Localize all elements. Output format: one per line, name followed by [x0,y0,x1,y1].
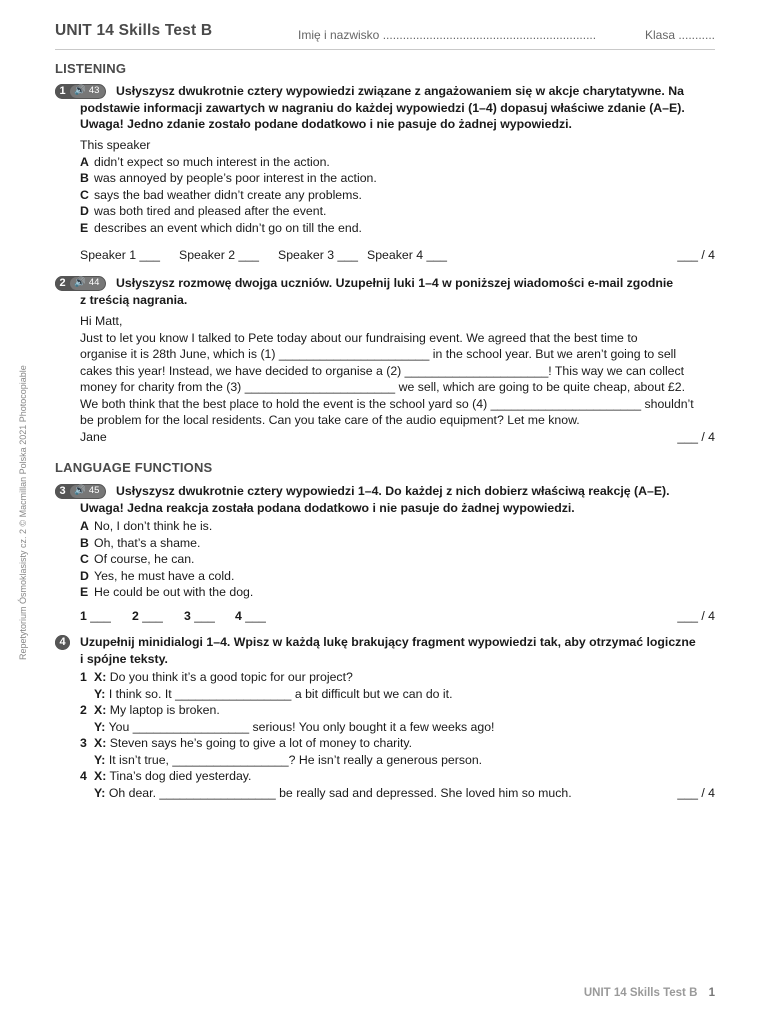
answer-speaker-2[interactable]: Speaker 2 ___ [179,248,259,262]
option-c: C says the bad weather didn’t create any problems. [80,187,362,202]
track-number: 44 [88,277,100,289]
option-e: E He could be out with the dog. [80,585,254,599]
answer-speaker-1[interactable]: Speaker 1 ___ [80,248,160,262]
audio-track[interactable] [70,277,105,290]
email-line: be problem for the local residents. Can you take care of the audio equipment? Let me know. [80,413,580,427]
email-line: We both think that the best place to hold the event is the school yard so (4) ______________________ shouldn’t [80,396,694,411]
answer-4[interactable]: 4 ___ [235,609,266,623]
audio-track[interactable] [70,485,105,498]
option-c: C Of course, he can. [80,552,195,566]
audio-track[interactable] [70,85,105,98]
task-2-instruction-cont [80,292,715,309]
test-title: UNIT 14 Skills Test B [55,22,213,39]
instruction-line: Uwaga! Jedno zdanie zostało podane dodatkowo i nie pasuje do żadnej wypowiedzi. [80,117,572,131]
task-number: 3 [55,484,70,499]
option-d: D was both tired and pleased after the event. [80,204,327,218]
task-3-score: ___ / 4 [677,609,715,623]
track-number: 45 [88,485,100,497]
instruction-line: podstawie informacji zawartych w nagraniu do każdej wypowiedzi (1–4) dopasuj właściwe zdanie (A–E). [80,100,685,115]
task-4 [55,635,715,805]
header-divider [55,49,715,50]
task-4-badge [55,635,70,650]
task-1-instruction [116,83,716,100]
task-1 [55,84,715,264]
dialogue-4: 4 X: Tina’s dog died yesterday. Y: Oh dear. _________________ be really sad and depressed. She loved him so much. ___ / 4 [80,769,715,800]
page-footer [584,985,715,1002]
task-2-badge [55,276,106,291]
option-e: E describes an event which didn’t go on till the end. [80,220,362,235]
task-1-answers [80,247,715,264]
instruction-line: Uwaga! Jedna reakcja została podana dodatkowo i nie pasuje do żadnej wypowiedzi. [80,500,575,515]
task-2-instruction [116,275,716,292]
instruction-line: Usłyszysz dwukrotnie cztery wypowiedzi 1–4. Do każdej z nich dobierz właściwą reakcję (A–E). [116,484,670,498]
instruction-line: z treścią nagrania. [80,292,188,307]
option-b: B Oh, that’s a shame. [80,535,201,550]
instruction-line: i spójne teksty. [80,651,168,666]
email-signature: Jane [80,429,107,444]
email-text [80,313,715,445]
task-1-badge [55,84,106,99]
gap-3[interactable]: _________________ [172,752,289,767]
copyright-sidebar: Repetytorium Ósmoklasisty cz. 2 © Macmillan Polska 2021 Photocopiable [18,365,28,660]
minidialogues [80,669,715,801]
task-1-instruction-cont [80,100,715,133]
class-field[interactable]: Klasa ........... [644,28,715,42]
email-greeting: Hi Matt, [80,314,123,328]
email-line: cakes this year! Instead, we have decided to organise a (2) _____________________! This way we can collect [80,363,685,378]
option-d: D Yes, he must have a cold. [80,568,235,583]
option-a: A No, I don’t think he is. [80,519,213,533]
email-line: Just to let you know I talked to Pete today about our fundraising event. We agreed that the best time to [80,330,638,345]
page-header [55,23,715,47]
answer-3[interactable]: 3 ___ [184,609,215,623]
page-number: 1 [708,987,715,999]
option-b: B was annoyed by people’s poor interest in the action. [80,171,377,185]
option-a: A didn’t expect so much interest in the action. [80,154,330,169]
track-number: 43 [88,85,100,97]
task-3-instruction [116,483,716,500]
dialogue-2: 2 X: My laptop is broken. Y: You _________________ serious! You only bought it a few weeks ago! [80,703,495,734]
email-line: organise it is 28th June, which is (1) ______________________ in the school year. But we aren’t going to sell [80,347,677,361]
speaker-icon: 🔊 [74,277,86,289]
email-line: money for charity from the (3) ______________________ we sell, which are going to be quite cheap, about £2. [80,380,686,394]
task-3-instruction-cont [80,500,715,517]
dialogue-1: 1 X: Do you think it’s a good topic for our project? Y: I think so. It _________________ a bit difficult but we can do it. [80,670,453,701]
gap-2[interactable]: _________________ [132,719,250,734]
email-sign-row [80,429,715,446]
answer-speaker-4[interactable]: Speaker 4 ___ [367,248,447,262]
dialogue-3: 3 X: Steven says he’s going to give a lot of money to charity. Y: It isn’t true, _________________? He isn’t really a generous person. [80,736,483,767]
task-2 [55,276,715,446]
task-3 [55,484,715,629]
speaker-icon: 🔊 [74,85,86,97]
task-3-options [80,518,715,601]
answer-speaker-3[interactable]: Speaker 3 ___ [278,248,358,262]
instruction-line: Uzupełnij minidialogi 1–4. Wpisz w każdą lukę brakujący fragment wypowiedzi tak, aby otrzymać logiczne [80,635,696,649]
task-number: 2 [55,276,70,291]
speaker-icon: 🔊 [74,485,86,497]
section-title-language-functions: LANGUAGE FUNCTIONS [55,460,213,475]
instruction-line: Usłyszysz dwukrotnie cztery wypowiedzi związane z angażowaniem się w akcje charytatywne. Na [116,84,684,98]
task-number: 4 [55,635,70,650]
task-3-badge [55,484,106,499]
section-title-listening: LISTENING [55,61,127,76]
task-4-score: ___ / 4 [677,785,715,800]
task-2-score: ___ / 4 [677,429,715,444]
answer-2[interactable]: 2 ___ [132,609,163,623]
name-field[interactable]: Imię i nazwisko ................................................................ [298,28,597,42]
task-1-options [80,137,715,236]
task-4-instruction [80,634,715,667]
task-number: 1 [55,84,70,99]
answer-1[interactable]: 1 ___ [80,609,111,623]
options-lead: This speaker [80,138,151,152]
instruction-line: Usłyszysz rozmowę dwojga uczniów. Uzupełnij luki 1–4 w poniższej wiadomości e-mail zgodnie [116,276,674,290]
task-1-score: ___ / 4 [677,248,715,262]
gap-4[interactable]: _________________ [159,785,276,800]
footer-title: UNIT 14 Skills Test B [583,987,698,999]
gap-1[interactable]: _________________ [175,686,292,701]
task-3-answers [80,608,715,625]
